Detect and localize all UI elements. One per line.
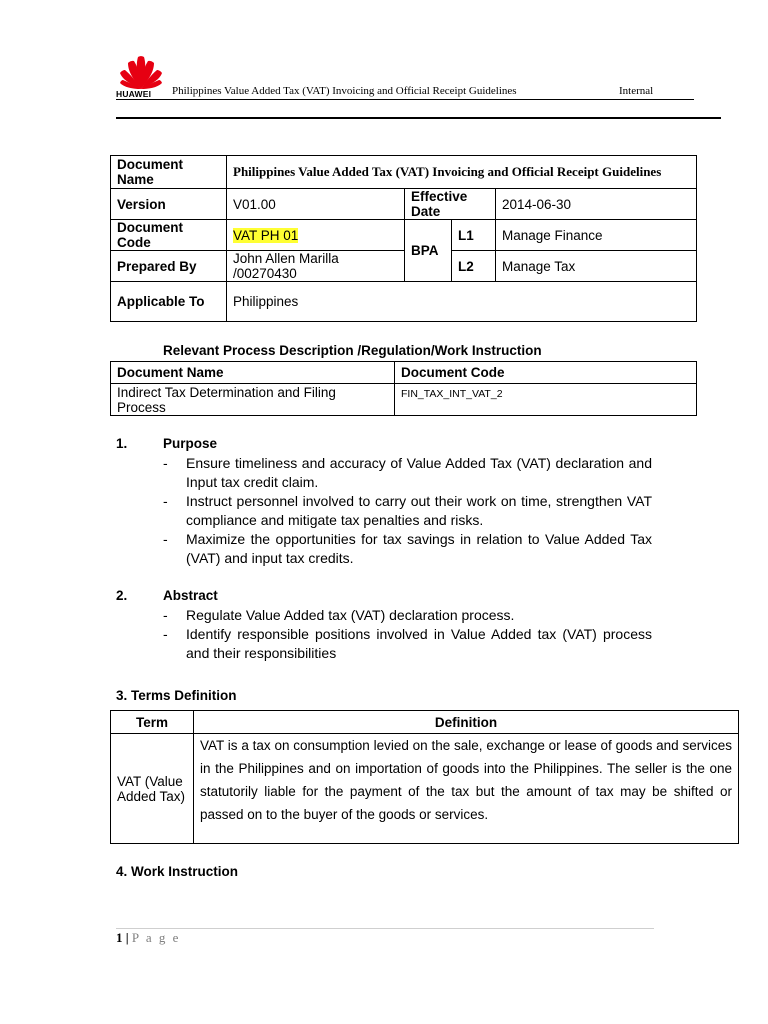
terms-table [110,710,739,844]
purpose-bullet-1: Ensure timeliness and accuracy of Value Added Tax (VAT) declaration and Input tax credit claim. [186,455,652,490]
relevant-process-table [110,361,697,416]
page-separator: | [125,930,129,945]
page-number: 1 [116,930,123,945]
effective-date-value: 2014-06-30 [496,189,697,220]
relevant-process-title: Relevant Process Description /Regulation/Work Instruction [163,343,542,358]
l1-label: L1 [452,220,496,251]
purpose-bullet-2: Instruct personnel involved to carry out their work on time, strengthen VAT compliance and mitigate tax penalties and risks. [186,493,652,528]
bullet-dash: - [163,531,168,547]
col-definition: Definition [194,711,739,734]
page-word: P a g e [131,930,181,945]
l1-value: Manage Finance [496,220,697,251]
bullet-dash: - [163,626,168,642]
doc-code-value: VAT PH 01 [233,227,299,243]
process-code: FIN_TAX_INT_VAT_2 [395,384,697,416]
bullet-dash: - [163,455,168,471]
applicable-to-value: Philippines [227,282,697,322]
table-row [111,734,739,844]
definition-value: VAT is a tax on consumption levied on the sale, exchange or lease of goods and services in the Philippines and on importation of goods into the Philippines. The seller is the one statutorily liable for the payment of the tax but the amount of tax may be shifted or passed on to the buyer of the goods or services. [194,734,739,844]
bpa-label: BPA [405,220,452,282]
doc-name-label: Document Name [111,156,227,189]
header-classification: Internal [619,85,654,97]
term-value: VAT (Value Added Tax) [111,734,194,844]
bullet-dash: - [163,493,168,509]
work-instruction-heading: 4. Work Instruction [116,864,239,879]
terms-heading: 3. Terms Definition [116,688,237,703]
col-term: Term [111,711,194,734]
abstract-bullet-1: Regulate Value Added tax (VAT) declaration process. [186,607,515,623]
table-row [111,384,697,416]
purpose-number: 1. [116,436,128,451]
document-info-table [110,155,697,322]
footer-divider [116,928,654,929]
version-value: V01.00 [227,189,405,220]
header-divider [116,99,694,100]
header-title: Philippines Value Added Tax (VAT) Invoicing and Official Receipt Guidelines [172,85,517,97]
l2-value: Manage Tax [496,251,697,282]
doc-code-cell [227,220,405,251]
applicable-to-label: Applicable To [111,282,227,322]
header-rule [116,117,721,119]
col-document-code: Document Code [395,362,697,384]
version-label: Version [111,189,227,220]
doc-code-label: Document Code [111,220,227,251]
effective-date-label: Effective Date [405,189,496,220]
l2-label: L2 [452,251,496,282]
prepared-by-label: Prepared By [111,251,227,282]
doc-name-value: Philippines Value Added Tax (VAT) Invoicing and Official Receipt Guidelines [227,156,697,189]
process-name: Indirect Tax Determination and Filing Process [111,384,395,416]
bullet-dash: - [163,607,168,623]
col-document-name: Document Name [111,362,395,384]
abstract-bullet-2: Identify responsible positions involved in Value Added tax (VAT) process and their responsibilities [186,626,652,661]
page-footer [116,930,180,946]
abstract-heading: Abstract [163,588,218,603]
purpose-bullet-3: Maximize the opportunities for tax savings in relation to Value Added Tax (VAT) and input tax credits. [186,531,652,566]
purpose-heading: Purpose [163,436,218,451]
prepared-by-value: John Allen Marilla /00270430 [227,251,405,282]
brand-name: HUAWEI [116,89,152,99]
abstract-number: 2. [116,588,128,603]
